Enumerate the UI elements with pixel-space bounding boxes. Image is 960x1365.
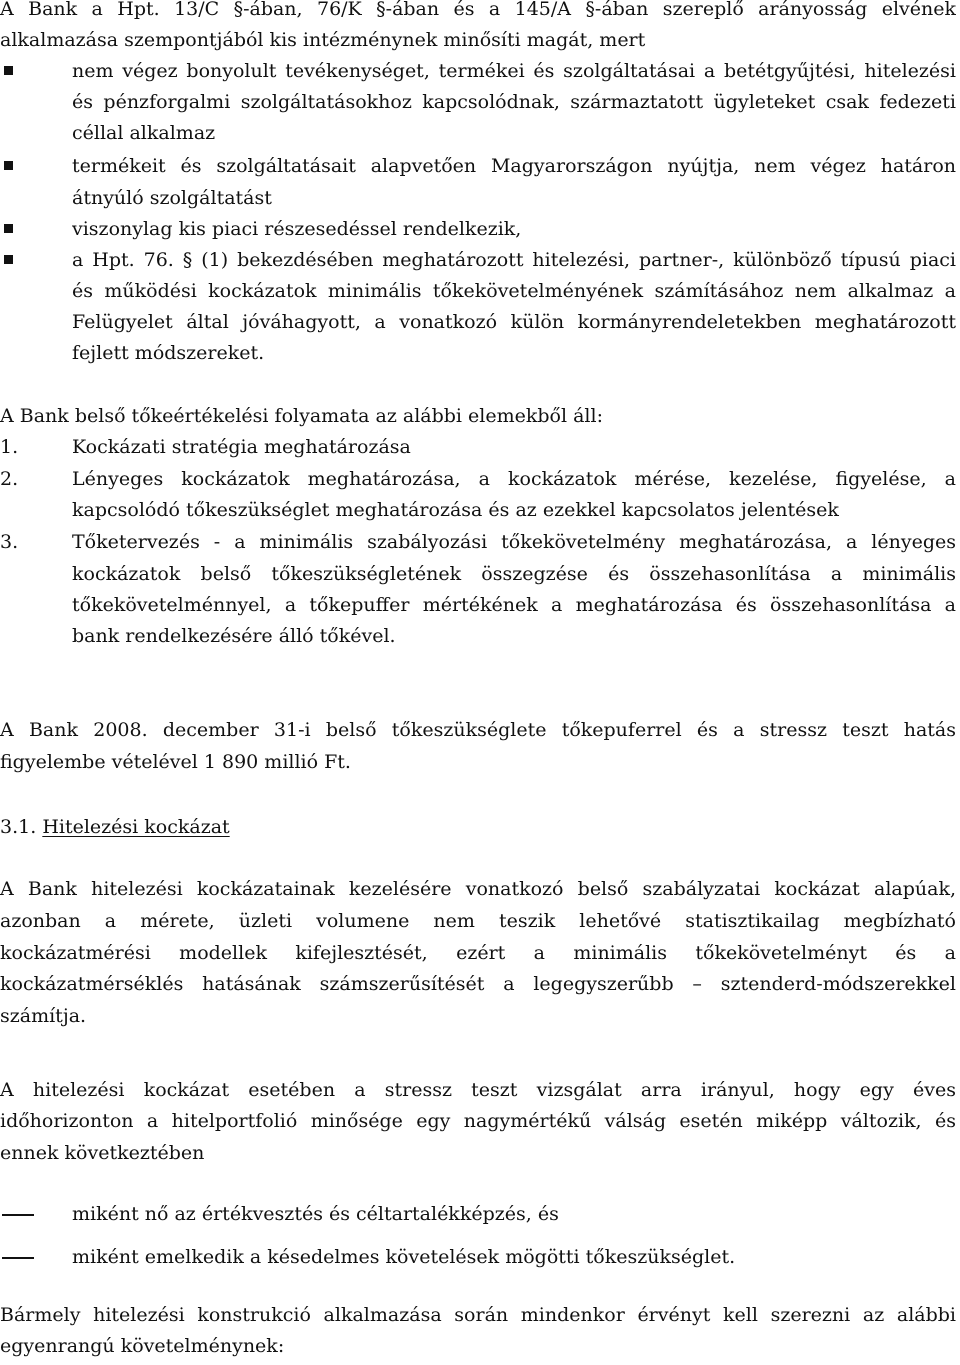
text-line: figyelembe vételével 1 890 millió Ft. (0, 751, 351, 773)
text-line: A Bank 2008. december 31-i belső tőkeszükséglete tőkepuferrel és a stressz teszt hatás (0, 719, 956, 741)
list-item: Lényeges kockázatok meghatározása, a kockázatok mérése, kezelése, figyelése, a (72, 468, 956, 490)
square-bullet-icon (4, 255, 13, 264)
list-item: és működési kockázatok minimális tőkekövetelményének számításához nem alkalmaz a (72, 280, 956, 302)
text-line: számítja. (0, 1005, 87, 1027)
text-line: egyenrangú követelménynek: (0, 1335, 285, 1357)
list-number: 1. (0, 436, 19, 458)
list-item: miként emelkedik a késedelmes követelések mögötti tőkeszükséglet. (72, 1246, 736, 1268)
list-item: kapcsolódó tőkeszükséglet meghatározása és az ezekkel kapcsolatos jelentések (72, 499, 839, 521)
square-bullet-icon (4, 161, 13, 170)
list-item: átnyúló szolgáltatást (72, 187, 272, 209)
text-line: A Bank belső tőkeértékelési folyamata az alábbi elemekből áll: (0, 405, 603, 427)
list-item: tőkekövetelménnyel, a tőkepuffer mértékének a meghatározása és összehasonlítása a (72, 594, 956, 616)
section-heading (0, 814, 956, 840)
square-bullet-icon (4, 66, 13, 75)
text-line: A hitelezési kockázat esetében a stressz teszt vizsgálat arra irányul, hogy egy éves (0, 1079, 956, 1101)
text-line: A Bank a Hpt. 13/C §-ában, 76/K §-ában és a 145/A §-ában szereplő arányosság elvének (0, 0, 956, 20)
section-number: 3.1. (0, 816, 37, 838)
list-item: Kockázati stratégia meghatározása (72, 436, 411, 458)
list-item: termékeit és szolgáltatásait alapvetően Magyarországon nyújtja, nem végez határon (72, 155, 956, 177)
list-item: Felügyelet által jóváhagyott, a vonatkozó külön kormányrendeletekben meghatározott (72, 311, 956, 333)
text-line: A Bank hitelezési kockázatainak kezelésére vonatkozó belső szabályzatai kockázat alapúak, (0, 878, 956, 900)
list-number: 2. (0, 468, 19, 490)
list-item: a Hpt. 76. § (1) bekezdésében meghatározott hitelezési, partner-, különböző típusú piaci (72, 249, 956, 271)
text-line: kockázatmérséklés hatásának számszerűsítését a legegyszerűbb – sztenderd-módszerekkel (0, 973, 956, 995)
list-item: fejlett módszereket. (72, 342, 265, 364)
text-line: alkalmazása szempontjából kis intézménynek minősíti magát, mert (0, 29, 646, 51)
list-item: céllal alkalmaz (72, 122, 216, 144)
list-item: miként nő az értékvesztés és céltartalékképzés, és (72, 1203, 559, 1225)
list-item: viszonylag kis piaci részesedéssel rendelkezik, (72, 218, 522, 240)
section-title: Hitelezési kockázat (42, 816, 230, 838)
list-item: kockázatok belső tőkeszükségletének összegzése és összehasonlítása a minimális (72, 563, 956, 585)
square-bullet-icon (4, 224, 13, 233)
text-line: ennek következtében (0, 1142, 205, 1164)
dash-bullet-icon (2, 1257, 34, 1259)
list-item: Tőketervezés - a minimális szabályozási tőkekövetelmény meghatározása, a lényeges (72, 531, 956, 553)
list-item: nem végez bonyolult tevékenységet, termékei és szolgáltatásai a betétgyűjtési, hitelezési (72, 60, 956, 82)
list-item: és pénzforgalmi szolgáltatásokhoz kapcsolódnak, származtatott ügyleteket csak fedezeti (72, 91, 956, 113)
list-number: 3. (0, 531, 19, 553)
text-line: időhorizonton a hitelportfolió minősége egy nagymértékű válság esetén miképp változik, és (0, 1110, 956, 1132)
text-line: azonban a mérete, üzleti volumene nem teszik lehetővé statisztikailag megbízható (0, 910, 956, 932)
text-line: kockázatmérési modellek kifejlesztését, ezért a minimális tőkekövetelményt és a (0, 942, 956, 964)
text-line: Bármely hitelezési konstrukció alkalmazása során mindenkor érvényt kell szerezni az alábbi (0, 1304, 956, 1326)
dash-bullet-icon (2, 1214, 34, 1216)
list-item: bank rendelkezésére álló tőkével. (72, 625, 396, 647)
